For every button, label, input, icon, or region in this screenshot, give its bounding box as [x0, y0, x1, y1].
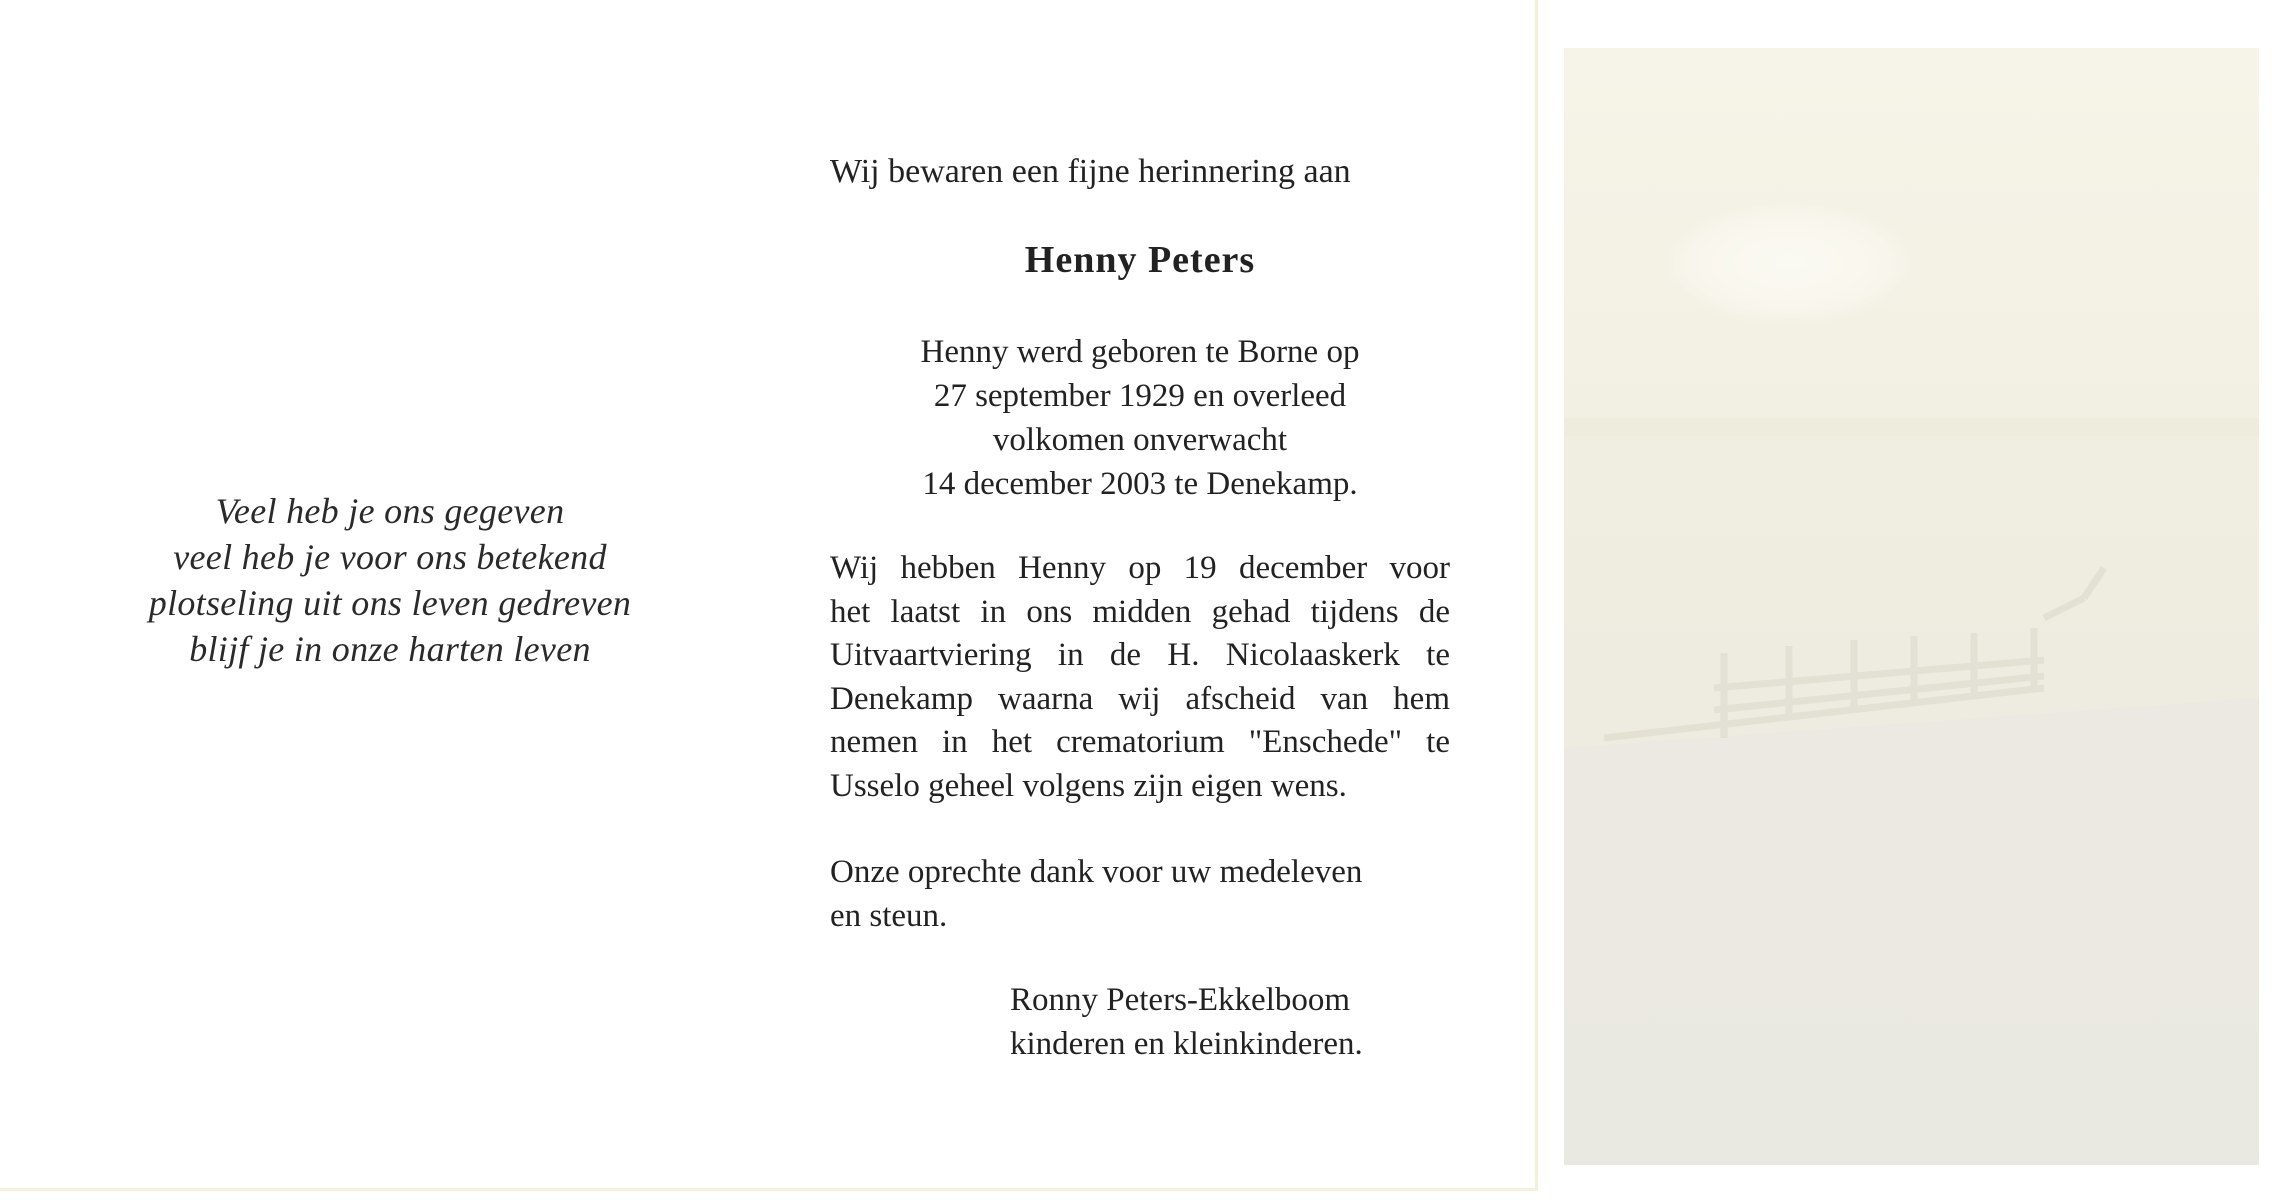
service-line: Wij hebben Henny op 19 december voor — [830, 550, 1450, 586]
fence-landscape-image — [1564, 48, 2259, 1165]
poem-line: veel heb je voor ons betekend — [173, 537, 607, 577]
birth-line: Henny werd geboren te Borne op — [920, 334, 1360, 370]
service-line: Uitvaartviering in de H. Nicolaaskerk te — [830, 637, 1450, 673]
thanks-paragraph — [830, 850, 1450, 938]
service-line: nemen in het crematorium "Enschede" te — [830, 724, 1450, 760]
service-line: het laatst in ons midden gehad tijdens de — [830, 593, 1450, 630]
intro-text: Wij bewaren een fijne herinnering aan — [830, 153, 1351, 190]
memorial-poem — [90, 488, 690, 672]
poem-line: Veel heb je ons gegeven — [215, 491, 565, 531]
service-line: Denekamp waarna wij afscheid van hem — [830, 680, 1450, 717]
birth-line: 27 september 1929 en overleed — [933, 378, 1347, 414]
thanks-line: en steun. — [830, 898, 948, 934]
landscape-photo — [1564, 48, 2259, 1165]
poem-line: plotseling uit ons leven gedreven — [148, 583, 632, 623]
service-line: Usselo geheel volgens zijn eigen wens. — [830, 767, 1347, 804]
deceased-name: Henny Peters — [1024, 239, 1256, 281]
birth-line: volkomen onverwacht — [992, 422, 1288, 458]
signature-line: kinderen en kleinkinderen. — [1010, 1026, 1363, 1062]
thanks-line: Onze oprechte dank voor uw medeleven — [830, 854, 1363, 890]
signature-line: Ronny Peters-Ekkelboom — [1010, 982, 1351, 1018]
poem-line: blijf je in onze harten leven — [189, 629, 591, 669]
funeral-service-paragraph — [830, 547, 1450, 808]
family-signature — [1010, 978, 1450, 1066]
birth-death-paragraph — [830, 330, 1450, 506]
birth-line: 14 december 2003 te Denekamp. — [922, 466, 1358, 502]
